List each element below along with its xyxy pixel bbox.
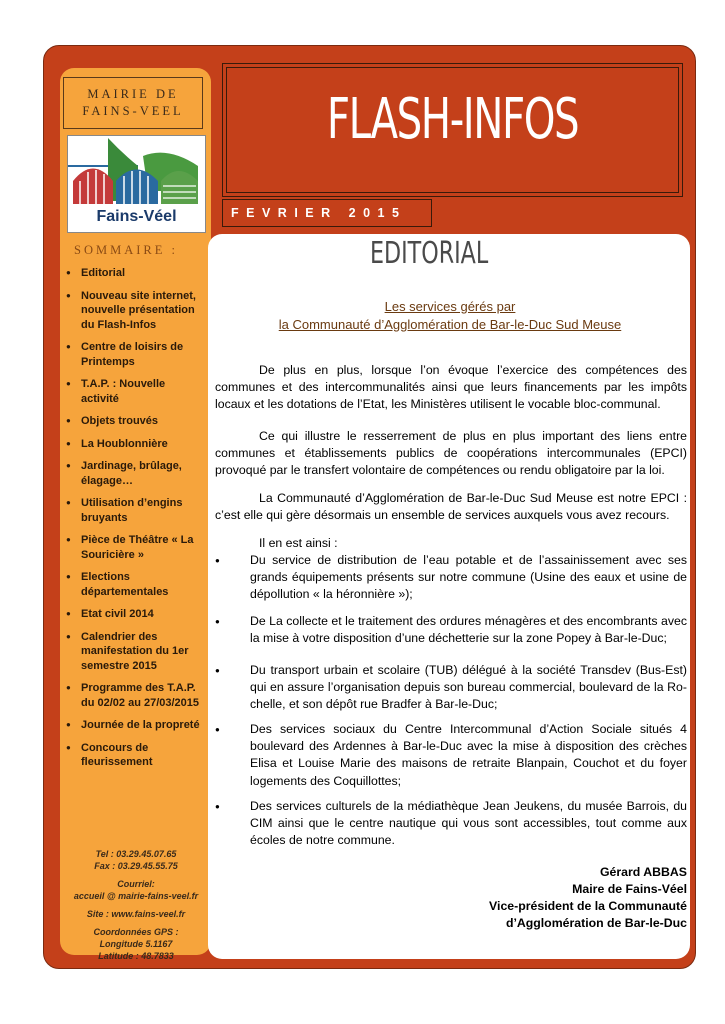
issue-date: FEVRIER 2015 <box>222 199 432 227</box>
sommaire-list <box>62 266 202 778</box>
mairie-line-2: FAINS-VEEL <box>82 104 184 118</box>
bullet-dot-icon: ● <box>215 725 220 734</box>
bullet-item <box>215 552 687 604</box>
bullet-item <box>215 721 687 790</box>
signature-block <box>400 864 687 932</box>
signature-role: Maire de Fains-Véel <box>572 882 687 896</box>
bullet-dot-icon: ● <box>215 802 220 811</box>
paragraph: Il en est ainsi : <box>259 536 338 550</box>
sommaire-item: ● Calendrier des manifestation du 1er semestre 2015 <box>62 630 202 674</box>
paragraph: Ce qui illustre le resserrement de plus en plus important des liens entre communes et établissements publics de coopérations intercommunales (EPCI) provoqué par le transfert volontaire de compétences ou rendu obligatoire par la loi. <box>215 429 687 478</box>
contact-fax: Fax : 03.29.45.55.75 <box>94 861 178 871</box>
sommaire-item: ● Journée de la propreté <box>62 718 202 733</box>
bullet-text: Du transport urbain et scolaire (TUB) délégué à la société Transdev (Bus-Est) qui en assure l’organisation depuis son bureau commercial, boulevard de la Ro-chelle, et son dépôt rue Bradfer à Bar-le-Duc; <box>250 663 687 712</box>
bullet-item <box>215 613 687 647</box>
contact-courriel-label: Courriel: <box>117 879 155 889</box>
signature-name: Gérard ABBAS <box>599 865 687 879</box>
bullet-item <box>215 798 687 850</box>
bullet-dot-icon: ● <box>215 617 220 626</box>
paragraph: La Communauté d’Agglomération de Bar-le-Duc Sud Meuse est notre EPCI : c’est elle qui gère désormais un ensemble de services auxquels vous avez recours. <box>215 491 687 523</box>
sommaire-item: ● Etat civil 2014 <box>62 607 202 622</box>
contact-latitude: Latitude : 48.7833 <box>98 951 174 961</box>
contact-courriel[interactable]: accueil @ mairie-fains-veel.fr <box>73 891 199 901</box>
contact-tel: Tel : 03.29.45.07.65 <box>95 849 177 859</box>
sommaire-item: ● Programme des T.A.P. du 02/02 au 27/03/2015 <box>62 681 202 710</box>
bullet-dot-icon: ● <box>215 666 220 675</box>
paragraph: De plus en plus, lorsque l’on évoque l’exercice des compétences des communes et des intercommunalités ainsi que leurs financements par les impôts locaux et les dotations de l’Etat, les Ministères utilisent le vocable bloc-communal. <box>215 363 687 412</box>
sommaire-item: ● Concours de fleurissement <box>62 741 202 770</box>
bullet-text: Des services culturels de la médiathèque Jean Jeukens, du musée Barrois, du CIM ainsi que le centre nautique qui vous sont accessibles, tout comme aux écoles de notre commune. <box>250 799 687 848</box>
sommaire-item: ● La Houblonnière <box>62 437 202 452</box>
contact-longitude: Longitude 5.1167 <box>99 939 173 949</box>
sommaire-item: ● Nouveau site internet, nouvelle présentation du Flash-Infos <box>62 289 202 333</box>
mairie-line-1: MAIRIE DE <box>87 87 179 101</box>
bullet-text: Du service de distribution de l’eau potable et de l’assainissement avec ses grands équipements présents sur notre commune (Usine des eaux et usine de dépollution « la héronnière »); <box>250 553 687 602</box>
sommaire-item: ● Jardinage, brûlage, élagage… <box>62 459 202 488</box>
bullet-text: De La collecte et le traitement des ordures ménagères et des encombrants avec la mise à votre disposition d’une déchetterie sur la zone Popey à Bar-le-Duc; <box>250 614 687 646</box>
sommaire-title: SOMMAIRE : <box>74 243 178 257</box>
section-title: EDITORIAL <box>370 236 489 271</box>
logo-text: Fains-Véel <box>96 208 177 225</box>
sommaire-item: ● Pièce de Théâtre « La Souricière » <box>62 533 202 562</box>
sommaire-item: ● T.A.P. : Nouvelle activité <box>62 377 202 406</box>
sommaire-item: ● Editorial <box>62 266 202 281</box>
mairie-box <box>63 77 203 129</box>
sommaire-item: ● Centre de loisirs de Printemps <box>62 340 202 369</box>
contact-site[interactable]: Site : www.fains-veel.fr <box>86 909 186 919</box>
subtitle-line-2: la Communauté d’Agglomération de Bar-le-Duc Sud Meuse <box>278 317 622 332</box>
contact-info <box>62 848 210 962</box>
subtitle-line-1: Les services gérés par <box>384 299 516 314</box>
contact-gps-label: Coordonnées GPS : <box>93 927 179 937</box>
bullet-item <box>215 662 687 714</box>
signature-role: Vice-président de la Communauté <box>489 899 687 913</box>
sommaire-item: ● Utilisation d’engins bruyants <box>62 496 202 525</box>
town-logo <box>67 135 206 233</box>
newsletter-title: FLASH-INFOS <box>326 87 579 152</box>
signature-role: d’Agglomération de Bar-le-Duc <box>505 916 687 930</box>
bullet-dot-icon: ● <box>215 556 220 565</box>
article-subtitle <box>215 298 685 334</box>
sommaire-item: ● Elections départementales <box>62 570 202 599</box>
sommaire-item: ● Objets trouvés <box>62 414 202 429</box>
bullet-text: Des services sociaux du Centre Intercommunal d’Action Sociale situés 4 boulevard des Ardennes à Bar-le-Duc avec la mise à disposition des crèches Elisa et Louise Marie des maisons de retraite Blanpain, Couchot et du foyer logements des Coquillottes; <box>250 722 687 788</box>
